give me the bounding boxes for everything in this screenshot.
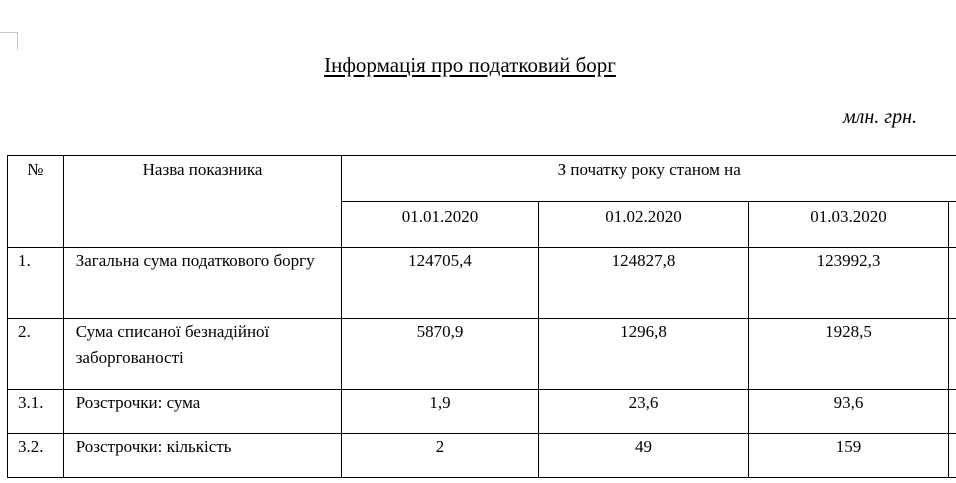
- units-label: млн. грн.: [842, 106, 917, 128]
- row-value: 124705,4: [342, 248, 538, 319]
- row-value: 124827,8: [538, 248, 749, 319]
- row-name: Сума списаної безнадійної заборгованості: [63, 319, 342, 390]
- page-corner-mark: [0, 32, 18, 50]
- header-num: №: [8, 156, 64, 248]
- row-value: 93,6: [749, 390, 948, 434]
- document-title: Інформація про податковий борг: [324, 53, 616, 77]
- header-date-1: 01.01.2020: [342, 202, 538, 248]
- header-cut-cell: [948, 202, 956, 248]
- row-num: 2.: [8, 319, 64, 390]
- row-num: 1.: [8, 248, 64, 319]
- header-period-group: З початку року станом на: [342, 156, 956, 202]
- row-value: 1,9: [342, 390, 538, 434]
- table-row: [8, 248, 956, 319]
- row-name: Розстрочки: сума: [63, 390, 342, 434]
- row-value: 5870,9: [342, 319, 538, 390]
- row-value: 49: [538, 434, 749, 478]
- row-cut-cell: [948, 434, 956, 478]
- row-name: Загальна сума податкового боргу: [63, 248, 342, 319]
- table-row: [8, 319, 956, 390]
- table-row: [8, 434, 956, 478]
- row-cut-cell: [948, 319, 956, 390]
- header-date-3: 01.03.2020: [749, 202, 948, 248]
- row-cut-cell: [948, 390, 956, 434]
- header-name: Назва показника: [63, 156, 342, 248]
- row-value: 1928,5: [749, 319, 948, 390]
- row-num: 3.1.: [8, 390, 64, 434]
- row-value: 23,6: [538, 390, 749, 434]
- row-value: 159: [749, 434, 948, 478]
- row-num: 3.2.: [8, 434, 64, 478]
- row-name: Розстрочки: кількість: [63, 434, 342, 478]
- table-header-row: [8, 156, 956, 202]
- table-row: [8, 390, 956, 434]
- header-date-2: 01.02.2020: [538, 202, 749, 248]
- row-cut-cell: [948, 248, 956, 319]
- row-value: 2: [342, 434, 538, 478]
- row-value: 123992,3: [749, 248, 948, 319]
- row-value: 1296,8: [538, 319, 749, 390]
- tax-debt-table: [7, 155, 956, 478]
